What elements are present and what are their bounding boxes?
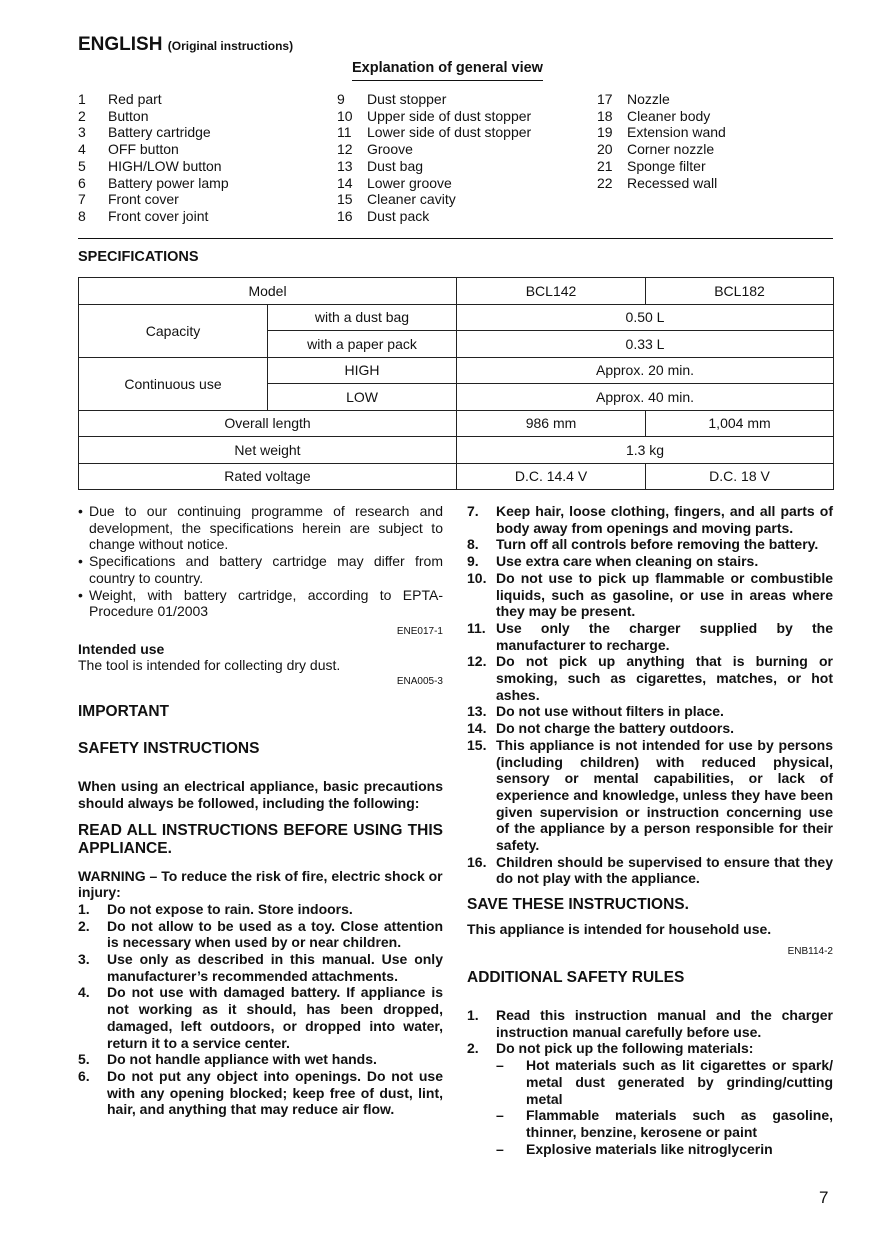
list-item: 11. Use only the charger supplied by the manufacturer to recharge. (467, 619, 833, 653)
parts-item: 20 Corner nozzle (597, 141, 715, 158)
table-cell: 986 mm (457, 410, 646, 437)
table-row (79, 437, 834, 464)
table-cell: Overall length (79, 410, 457, 437)
parts-item: 3 Battery cartridge (78, 124, 211, 141)
spec-notes (78, 503, 443, 620)
warning-text: WARNING – To reduce the risk of fire, electric shock or injury: (78, 867, 443, 901)
list-item: – Flammable materials such as gasoline, thinner, benzine, kerosene or paint (496, 1107, 833, 1140)
table-row (79, 463, 834, 490)
table-cell: Approx. 40 min. (457, 384, 834, 411)
parts-item: 9 Dust stopper (337, 91, 447, 107)
reference-code: ENB114-2 (787, 945, 833, 957)
parts-item: 15 Cleaner cavity (337, 191, 456, 208)
list-item: 16. Children should be supervised to ensure that they do not play with the appliance. (467, 853, 833, 887)
table-cell: Capacity (79, 304, 268, 357)
table-cell: 0.33 L (457, 331, 834, 358)
list-item: • Due to our continuing programme of research and development, the specifications herein are subject to change without notice. (78, 503, 443, 553)
parts-item: 10 Upper side of dust stopper (337, 107, 532, 124)
list-item: 15. This appliance is not intended for use by persons (including children) with reduced physical, sensory or mental capabilities, or lack of experience and knowledge, unless they have been given supervision or instruction concerning use of the appliance by a person responsible for their safety. (467, 736, 833, 854)
save-instructions-heading: SAVE THESE INSTRUCTIONS. (467, 896, 689, 914)
table-row (79, 278, 834, 305)
additional-safety-heading: ADDITIONAL SAFETY RULES (467, 969, 685, 987)
list-item: 14. Do not charge the battery outdoors. (467, 720, 735, 737)
safety-list-left (78, 901, 443, 1118)
right-column (467, 503, 833, 1157)
list-item: 2. Do not allow to be used as a toy. Close attention is necessary when used by or near children. (78, 917, 443, 951)
table-cell: LOW (268, 384, 457, 411)
parts-item: 14 Lower groove (337, 174, 452, 191)
reference-code: ENE017-1 (396, 625, 443, 637)
important-heading: IMPORTANT (78, 702, 169, 720)
specifications-title: SPECIFICATIONS (78, 249, 199, 265)
parts-item: 12 Groove (337, 141, 413, 158)
list-item: • Specifications and battery cartridge may differ from country to country. (78, 553, 443, 586)
list-item: 2. Do not pick up the following materials: (467, 1040, 754, 1057)
parts-item: 11 Lower side of dust stopper (337, 124, 532, 141)
list-item: – Hot materials such as lit cigarettes or spark/ metal dust generated by grinding/cutting metal (496, 1057, 833, 1107)
table-cell: 1,004 mm (646, 410, 834, 437)
list-item: 3. Use only as described in this manual. Use only manufacturer’s recommended attachments. (78, 951, 443, 984)
table-cell: 1.3 kg (457, 437, 834, 464)
list-item: – Explosive materials like nitroglycerin (496, 1140, 773, 1157)
table-cell: HIGH (268, 357, 457, 384)
table-cell: Model (79, 278, 457, 305)
parts-item: 4 OFF button (78, 141, 179, 158)
parts-item: 22 Recessed wall (597, 174, 718, 191)
list-item: 4. Do not use with damaged battery. If appliance is not working as it should, has been dropped, damaged, left outdoors, or dropped into water, return it to a service center. (78, 984, 443, 1051)
parts-item: 13 Dust bag (337, 157, 424, 174)
table-row (79, 357, 834, 384)
safety-instructions-heading: SAFETY INSTRUCTIONS (78, 740, 260, 758)
parts-item: 18 Cleaner body (597, 107, 711, 124)
table-cell: BCL182 (646, 278, 834, 305)
parts-item: 6 Battery power lamp (78, 174, 229, 191)
table-cell: 0.50 L (457, 304, 834, 331)
reference-code: ENA005-3 (396, 676, 443, 688)
language-title: ENGLISH (78, 34, 163, 55)
parts-item: 8 Front cover joint (78, 207, 209, 224)
list-item: 12. Do not pick up anything that is burning or smoking, such as cigarettes, matches, or hot ashes. (467, 653, 833, 703)
list-item: 9. Use extra care when cleaning on stairs. (467, 553, 759, 570)
parts-item: 21 Sponge filter (597, 157, 706, 174)
parts-item: 16 Dust pack (337, 207, 430, 224)
list-item: 13. Do not use without filters in place. (467, 703, 724, 720)
section-divider (78, 238, 833, 239)
left-column (78, 503, 443, 1118)
parts-item: 5 HIGH/LOW button (78, 157, 222, 174)
safety-list-right (467, 503, 833, 887)
list-item: 1. Read this instruction manual and the charger instruction manual carefully before use. (467, 1006, 833, 1040)
list-item: 10. Do not use to pick up flammable or combustible liquids, such as gasoline, or use in areas where they may be present. (467, 569, 833, 620)
original-instructions-label: (Original instructions) (167, 39, 294, 53)
intended-use-text: The tool is intended for collecting dry dust. (78, 657, 341, 674)
list-item: • Weight, with battery cartridge, according to EPTA-Procedure 01/2003 (78, 586, 443, 620)
parts-list-col-1 (78, 91, 229, 225)
table-row (79, 410, 834, 437)
parts-item: 19 Extension wand (597, 124, 726, 141)
table-cell: D.C. 18 V (646, 463, 834, 490)
table-cell: Net weight (79, 437, 457, 464)
table-cell: D.C. 14.4 V (457, 463, 646, 490)
parts-list-col-2 (337, 91, 531, 225)
materials-sublist (467, 1057, 833, 1157)
page-header (78, 34, 293, 56)
list-item: 1. Do not expose to rain. Store indoors. (78, 900, 353, 917)
table-cell: with a dust bag (268, 304, 457, 331)
read-all-heading: READ ALL INSTRUCTIONS BEFORE USING THIS APPLIANCE. (78, 821, 443, 858)
safety-intro: When using an electrical appliance, basic precautions should always be followed, including the following: (78, 778, 443, 811)
table-row (79, 304, 834, 331)
list-item: 8. Turn off all controls before removing the battery. (467, 536, 819, 553)
additional-rules-list (467, 1007, 833, 1057)
page-number: 7 (819, 1188, 829, 1207)
parts-item: 2 Button (78, 107, 149, 124)
household-note: This appliance is intended for household use. (467, 920, 772, 937)
parts-list-col-3 (597, 91, 726, 191)
intended-use-title: Intended use (78, 640, 165, 657)
parts-item: 7 Front cover (78, 191, 179, 208)
table-cell: Approx. 20 min. (457, 357, 834, 384)
list-item: 6. Do not put any object into openings. Do not use with any opening blocked; keep free of dust, lint, hair, and anything that may reduce air flow. (78, 1067, 443, 1118)
table-cell: Rated voltage (79, 463, 457, 490)
specifications-table (78, 277, 834, 490)
explanation-title: Explanation of general view (352, 60, 543, 81)
table-cell: BCL142 (457, 278, 646, 305)
table-cell: with a paper pack (268, 331, 457, 358)
parts-item: 1 Red part (78, 91, 162, 107)
table-cell: Continuous use (79, 357, 268, 410)
parts-item: 17 Nozzle (597, 91, 670, 107)
list-item: 5. Do not handle appliance with wet hands. (78, 1051, 377, 1068)
list-item: 7. Keep hair, loose clothing, fingers, and all parts of body away from openings and moving parts. (467, 503, 833, 536)
